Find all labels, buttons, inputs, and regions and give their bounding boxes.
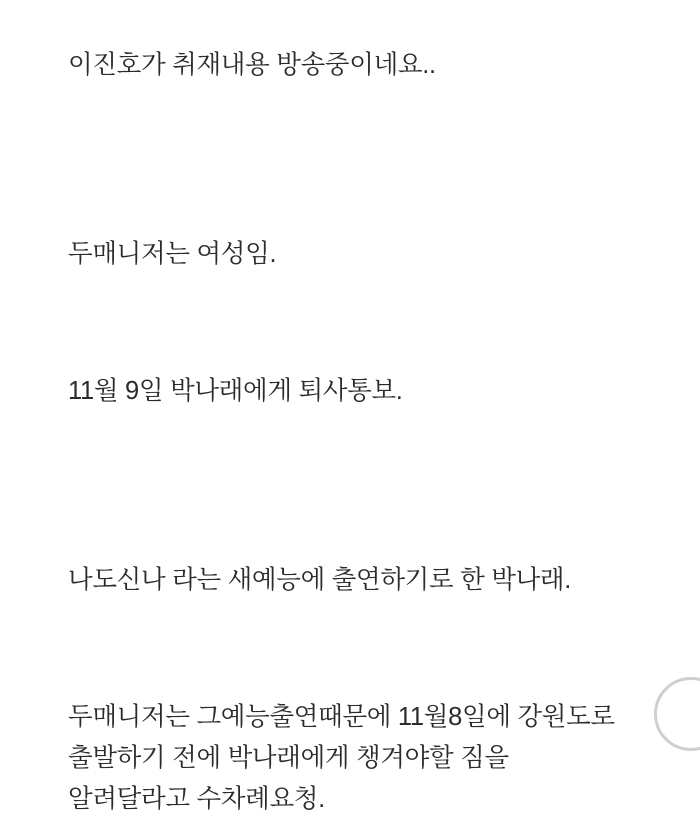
paragraph-3: 11월 9일 박나래에게 퇴사통보. xyxy=(68,376,403,405)
top-spacer xyxy=(68,0,634,19)
spacer-after-paragraph-1 xyxy=(68,111,634,208)
paragraph-5: 두매니저는 그예능출연때문에 11월8일에 강원도로 출발하기 전에 박나래에게 챙겨야할 짐을 알려달라고 수차례요청. xyxy=(68,702,622,813)
paragraph-2: 두매니저는 여성임. xyxy=(68,239,277,268)
spacer-after-paragraph-4 xyxy=(68,626,634,671)
spacer-after-paragraph-2 xyxy=(68,300,634,345)
spacer-after-paragraph-3 xyxy=(68,437,634,534)
paragraph-4: 나도신나 라는 새예능에 출연하기로 한 박나래. xyxy=(68,565,572,594)
paragraph-1: 이진호가 취재내용 방송중이네요.. xyxy=(68,50,436,79)
